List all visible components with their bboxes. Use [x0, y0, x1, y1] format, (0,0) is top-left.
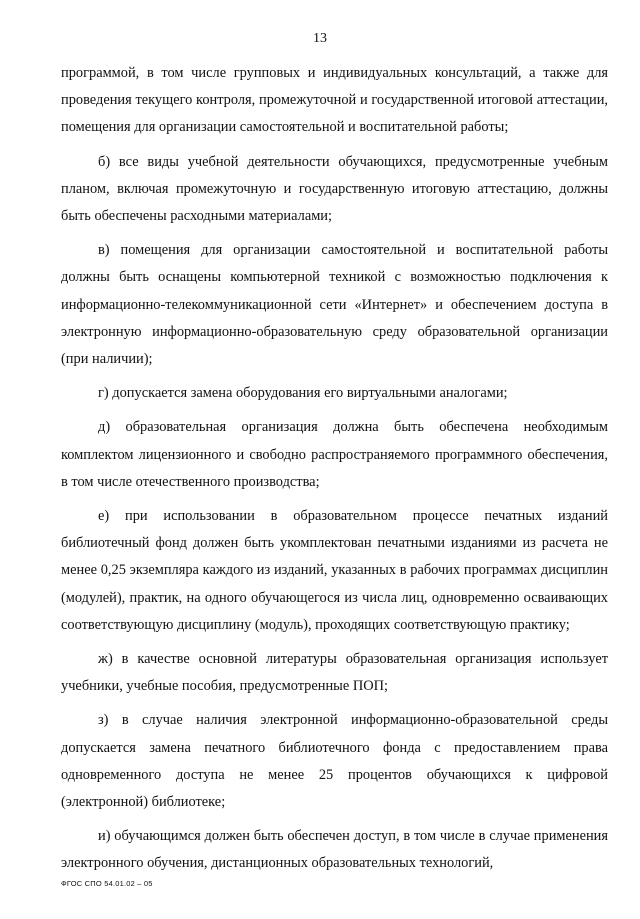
page-number: 13: [313, 31, 327, 46]
document-footer-code: ФГОС СПО 54.01.02 – 05: [61, 879, 153, 888]
paragraph-zh: ж) в качестве основной литературы образовательная организация использует учебники, учебные пособия, предусмотренные ПОП;: [61, 651, 608, 695]
paragraph-z: з) в случае наличия электронной информационно-образовательной среды допускается замена печатного библиотечного фонда с предоставлением права одновременного доступа не менее 25 процентов обучающихся к цифровой (электронной) библиотеке;: [61, 712, 608, 811]
paragraph-i: и) обучающимся должен быть обеспечен доступ, в том числе в случае применения электронного обучения, дистанционных образовательных технологий,: [61, 828, 608, 872]
paragraph-continuation: программой, в том числе групповых и индивидуальных консультаций, а также для проведения текущего контроля, промежуточной и государственной итоговой аттестации, помещения для организации самостоятельной и воспитательной работы;: [61, 65, 608, 136]
paragraph-e: е) при использовании в образовательном процессе печатных изданий библиотечный фонд должен быть укомплектован печатными изданиями из расчета не менее 0,25 экземпляра каждого из изданий, указанных в рабочих программах дисциплин (модулей), практик, на одного обучающегося из числа лиц, одновременно осваивающих соответствующую дисциплину (модуль), проходящих соответствующую практику;: [61, 508, 608, 633]
paragraph-v: в) помещения для организации самостоятельной и воспитательной работы должны быть оснащены компьютерной техникой с возможностью подключения к информационно-телекоммуникационной сети «Интернет» и обеспечением доступа в электронную информационно-образовательную среду образовательной организации (при наличии);: [61, 242, 608, 368]
paragraph-g: г) допускается замена оборудования его виртуальными аналогами;: [98, 385, 508, 402]
document-body: [61, 60, 608, 878]
paragraph-d: д) образовательная организация должна быть обеспечена необходимым комплектом лицензионного и свободно распространяемого программного обеспечения, в том числе отечественного производства;: [61, 419, 608, 490]
paragraph-b: б) все виды учебной деятельности обучающихся, предусмотренные учебным планом, включая промежуточную и государственную итоговую аттестацию, должны быть обеспечены расходными материалами;: [61, 153, 608, 225]
